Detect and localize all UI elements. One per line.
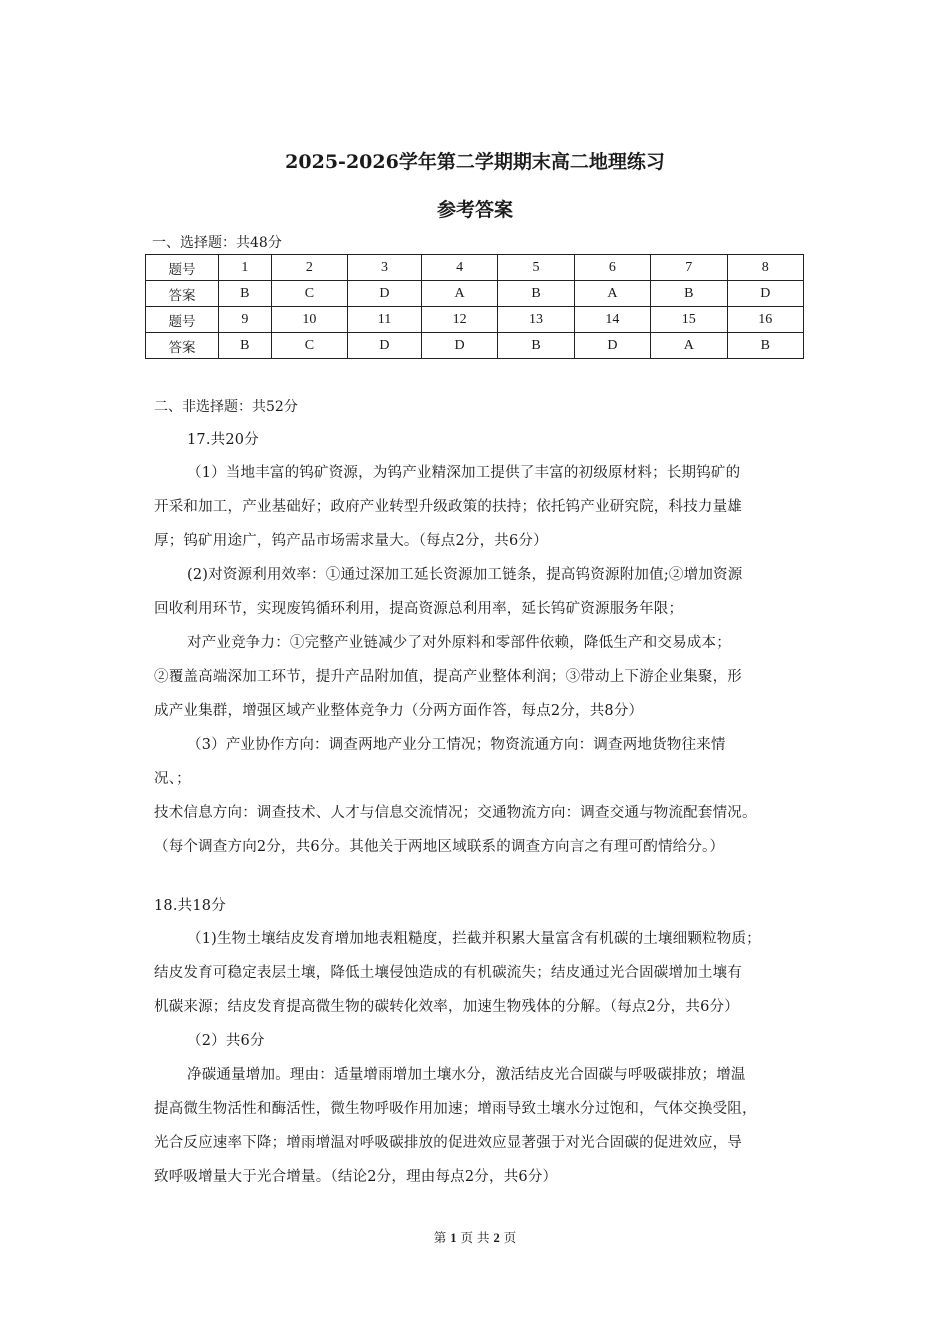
table-row <box>146 255 804 281</box>
table-cell: 2 <box>271 255 347 281</box>
q18-line: 机碳来源；结皮发育提高微生物的碳转化效率，加速生物残体的分解。（每点2分，共6分） <box>154 999 739 1015</box>
q17-line: （每个调查方向2分，共6分。其他关于两地区域联系的调查方向言之有理可酌情给分。） <box>154 839 725 855</box>
q18-line: 致呼吸增量大于光合增量。（结论2分，理由每点2分，共6分） <box>154 1169 558 1185</box>
q17-line: (2)对资源利用效率：①通过深加工延长资源加工链条，提高钨资源附加值;②增加资源 <box>187 567 743 583</box>
section-heading-choice: 一、选择题：共48分 <box>152 235 282 251</box>
table-cell: 14 <box>574 307 650 333</box>
table-cell: 3 <box>348 255 422 281</box>
question-18-heading: 18.共18分 <box>154 898 226 914</box>
q18-line: 净碳通量增加。理由：适量增雨增加土壤水分，激活结皮光合固碳与呼吸碳排放；增温 <box>187 1067 746 1083</box>
table-cell: B <box>498 281 574 307</box>
table-cell: 1 <box>219 255 272 281</box>
footer-total-pages: 2 <box>493 1231 500 1245</box>
row-label: 题号 <box>146 255 219 281</box>
table-cell: 13 <box>498 307 574 333</box>
q17-line: 成产业集群，增强区域产业整体竞争力（分两方面作答，每点2分，共8分） <box>154 703 644 719</box>
q18-line: 结皮发育可稳定表层土壤，降低土壤侵蚀造成的有机碳流失；结皮通过光合固碳增加土壤有 <box>154 965 742 981</box>
q18-line: 光合反应速率下降；增雨增温对呼吸碳排放的促进效应显著强于对光合固碳的促进效应，导 <box>154 1135 742 1151</box>
q17-line: 对产业竞争力：①完整产业链减少了对外原料和零部件依赖，降低生产和交易成本； <box>187 635 731 651</box>
table-cell: 10 <box>271 307 347 333</box>
row-label: 答案 <box>146 333 219 359</box>
table-cell: C <box>271 281 347 307</box>
table-cell: B <box>727 333 804 359</box>
table-cell: A <box>421 281 497 307</box>
q17-line: 技术信息方向：调查技术、人才与信息交流情况；交通物流方向：调查交通与物流配套情况。 <box>154 805 757 821</box>
table-cell: B <box>219 333 272 359</box>
table-cell: A <box>651 333 727 359</box>
q17-line: 回收利用环节，实现废钨循环利用，提高资源总利用率，延长钨矿资源服务年限； <box>154 601 684 617</box>
table-row <box>146 307 804 333</box>
table-cell: 9 <box>219 307 272 333</box>
table-row <box>146 333 804 359</box>
table-cell: 16 <box>727 307 804 333</box>
table-cell: 7 <box>651 255 727 281</box>
table-row <box>146 281 804 307</box>
q18-line: （1)生物土壤结皮发育增加地表粗糙度，拦截并积累大量富含有机碳的土壤细颗粒物质； <box>187 931 761 947</box>
table-cell: D <box>574 333 650 359</box>
table-cell: 15 <box>651 307 727 333</box>
table-cell: 6 <box>574 255 650 281</box>
q18-line: 提高微生物活性和酶活性，微生物呼吸作用加速；增雨导致土壤水分过饱和，气体交换受阻， <box>154 1101 757 1117</box>
table-cell: D <box>348 333 422 359</box>
answer-table <box>145 254 804 359</box>
table-cell: 11 <box>348 307 422 333</box>
table-cell: C <box>271 333 347 359</box>
q17-line: 厚；钨矿用途广，钨产品市场需求量大。（每点2分，共6分） <box>154 533 548 549</box>
page-footer <box>0 1228 950 1246</box>
row-label: 答案 <box>146 281 219 307</box>
question-17-heading: 17.共20分 <box>187 432 259 448</box>
q17-line: 况、； <box>154 771 191 787</box>
row-label: 题号 <box>146 307 219 333</box>
table-cell: 12 <box>421 307 497 333</box>
table-cell: B <box>651 281 727 307</box>
table-cell: D <box>421 333 497 359</box>
q17-line: ②覆盖高端深加工环节，提升产品附加值，提高产业整体利润；③带动上下游企业集聚，形 <box>154 669 742 685</box>
table-cell: 4 <box>421 255 497 281</box>
table-cell: A <box>574 281 650 307</box>
q17-line: （3）产业协作方向：调查两地产业分工情况；物资流通方向：调查两地货物往来情 <box>187 737 726 753</box>
table-cell: B <box>219 281 272 307</box>
footer-suffix: 页 <box>503 1230 517 1245</box>
footer-prefix: 第 <box>433 1230 447 1245</box>
table-cell: D <box>727 281 804 307</box>
q17-line: 开采和加工，产业基础好；政府产业转型升级政策的扶持；依托钨产业研究院，科技力量雄 <box>154 499 742 515</box>
footer-middle: 页 共 <box>460 1230 490 1245</box>
document-subtitle: 参考答案 <box>436 199 513 221</box>
section-heading-nonchoice: 二、非选择题：共52分 <box>154 399 298 415</box>
footer-page-number: 1 <box>450 1231 457 1245</box>
table-cell: D <box>348 281 422 307</box>
document-title: 2025-2026学年第二学期期末高二地理练习 <box>285 151 665 173</box>
table-cell: 8 <box>727 255 804 281</box>
q17-line: （1）当地丰富的钨矿资源，为钨产业精深加工提供了丰富的初级原材料；长期钨矿的 <box>187 465 741 481</box>
table-cell: 5 <box>498 255 574 281</box>
table-cell: B <box>498 333 574 359</box>
q18-line: （2）共6分 <box>187 1033 265 1049</box>
